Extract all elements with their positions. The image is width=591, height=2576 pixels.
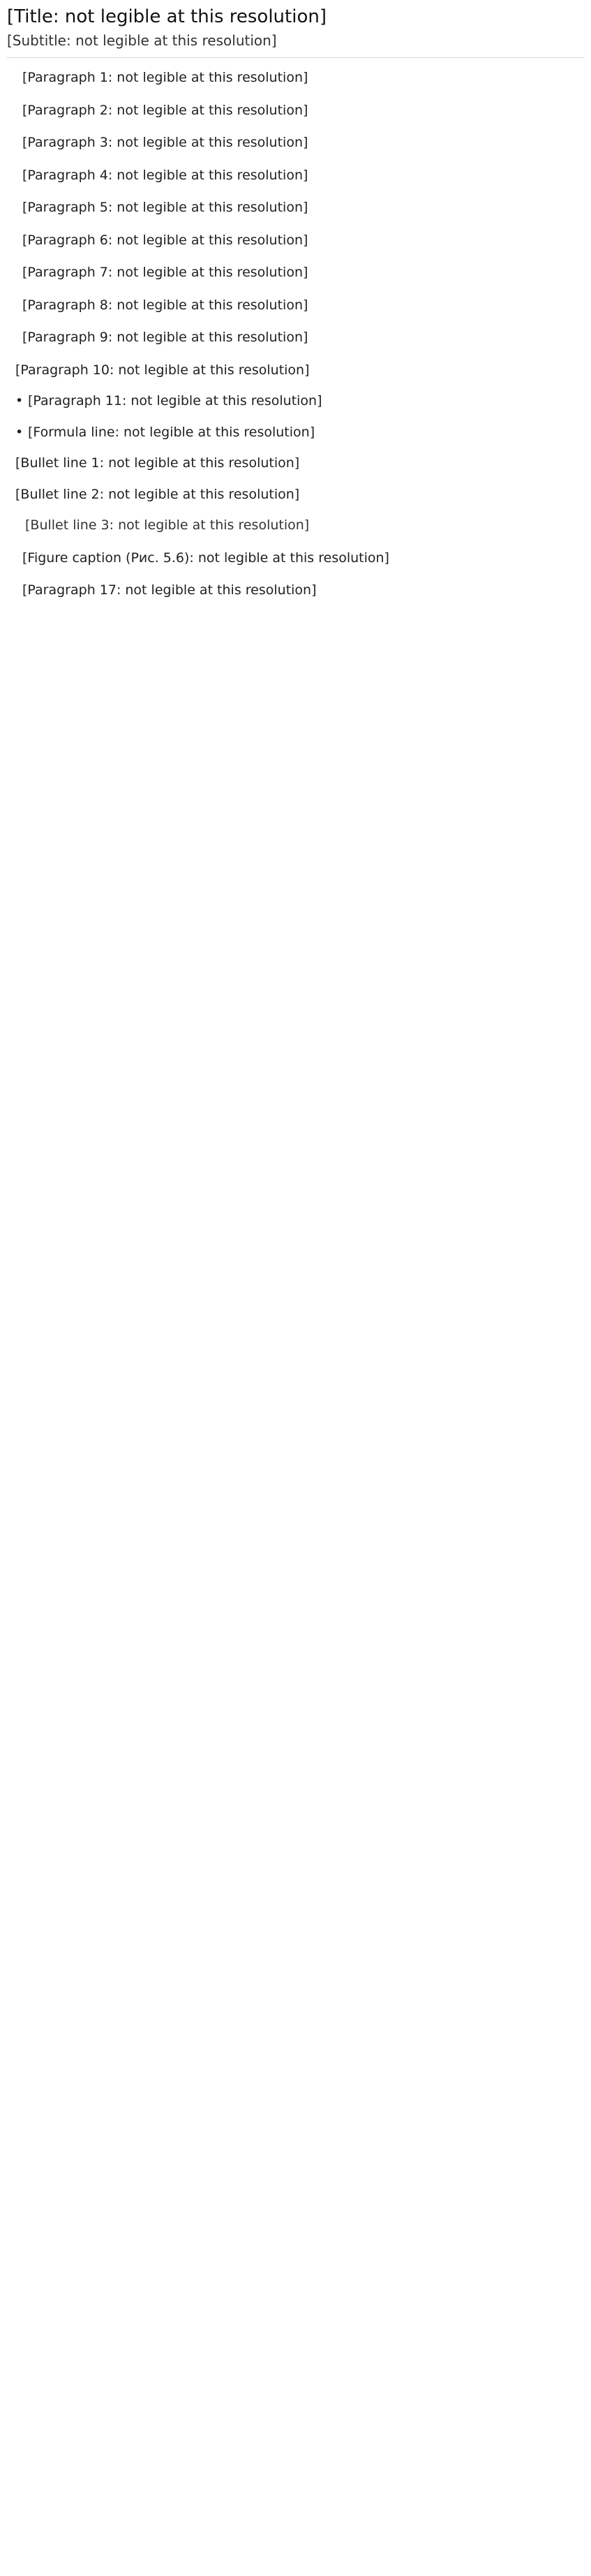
paragraph-consequence: [Paragraph 9: not legible at this resolution] xyxy=(22,330,308,345)
bullet-optimal-power-text: [Formula line: not legible at this resolution] xyxy=(28,424,315,440)
paragraph-definition-responsibility: [Paragraph 1: not legible at this resolution] xyxy=(22,70,308,85)
bullet-max-power xyxy=(7,391,584,411)
paragraph-closing: [Paragraph 17: not legible at this resolution] xyxy=(22,582,317,598)
paragraph-top-management: [Paragraph 6: not legible at this resolution] xyxy=(22,232,308,248)
page-subtitle: [Subtitle: not legible at this resolution] xyxy=(7,32,277,49)
paragraph-hierarchy-functions: [Figure caption (Рис. 5.6): not legible at this resolution] xyxy=(22,550,389,566)
paragraph-minority-majority: [Paragraph 5: not legible at this resolution] xyxy=(22,200,308,215)
bullet-max-power-text: [Paragraph 11: not legible at this resolution] xyxy=(28,393,322,409)
paragraph-responsibility-obligation: [Paragraph 2: not legible at this resolution] xyxy=(22,102,308,118)
paragraph-official-responsibility: [Paragraph 3: not legible at this resolution] xyxy=(22,135,308,150)
formula-min-power-line-1: [Bullet line 1: not legible at this resolution] xyxy=(15,455,300,471)
title-separator xyxy=(7,57,584,58)
formula-power-equals-responsibility: [Paragraph 10: not legible at this resolution] xyxy=(15,362,310,378)
page-title: [Title: not legible at this resolution] xyxy=(7,6,327,27)
bullet-optimal-power xyxy=(7,422,584,443)
paragraph-social-goods: [Paragraph 7: not legible at this resolution] xyxy=(22,265,308,280)
bullet-icon: • xyxy=(15,424,24,440)
bullet-icon: • xyxy=(15,393,24,409)
article-body xyxy=(7,68,584,601)
paragraph-barnard: [Paragraph 4: not legible at this resolution] xyxy=(22,167,308,183)
formula-min-power-line-2: [Bullet line 2: not legible at this resolution] xyxy=(15,486,300,502)
paragraph-rational-organization: [Paragraph 8: not legible at this resolution] xyxy=(22,297,308,313)
figure-caption: [Bullet line 3: not legible at this resolution] xyxy=(25,517,310,533)
